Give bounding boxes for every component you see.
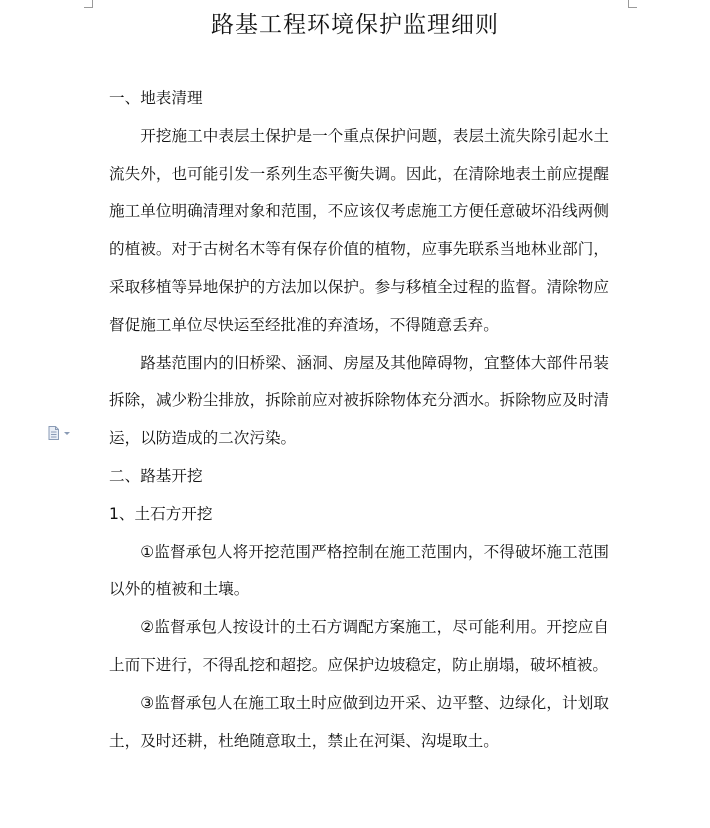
section-heading: 二、路基开挖 <box>109 466 203 485</box>
subsection-heading: 1、土石方开挖 <box>109 504 213 523</box>
document-body <box>109 80 609 760</box>
body-paragraph: ③监督承包人在施工取土时应做到边开采、边平整、边绿化，计划取土，及时还耕，杜绝随意取土，禁止在河渠、沟堤取土。 <box>109 693 609 750</box>
body-paragraph: 路基范围内的旧桥梁、涵洞、房屋及其他障碍物，宜整体大部件吊装拆除，减少粉尘排放，拆除前应对被拆除物体充分洒水。拆除物应及时清运，以防造成的二次污染。 <box>109 353 609 448</box>
document-icon <box>46 425 72 441</box>
body-paragraph: 开挖施工中表层土保护是一个重点保护问题，表层土流失除引起水土流失外，也可能引发一系列生态平衡失调。因此，在清除地表土前应提醒施工单位明确清理对象和范围，不应该仅考虑施工方便任意破坏沿线两侧的植被。对于古树名木等有保存价值的植物，应事先联系当地林业部门，采取移植等异地保护的方法加以保护。参与移植全过程的监督。清除物应督促施工单位尽快运至经批准的弃渣场，不得随意丢弃。 <box>109 126 609 334</box>
section-heading: 一、地表清理 <box>109 89 203 107</box>
page-title: 路基工程环境保护监理细则 <box>211 12 499 38</box>
body-paragraph: ①监督承包人将开挖范围严格控制在施工范围内，不得破坏施工范围以外的植被和土壤。 <box>109 542 609 599</box>
body-paragraph: ②监督承包人按设计的土石方调配方案施工，尽可能利用。开挖应自上而下进行，不得乱挖和超挖。应保护边坡稳定，防止崩塌，破坏植被。 <box>109 618 609 674</box>
chevron-down-icon <box>64 432 70 435</box>
paragraph-marker[interactable] <box>46 425 72 441</box>
